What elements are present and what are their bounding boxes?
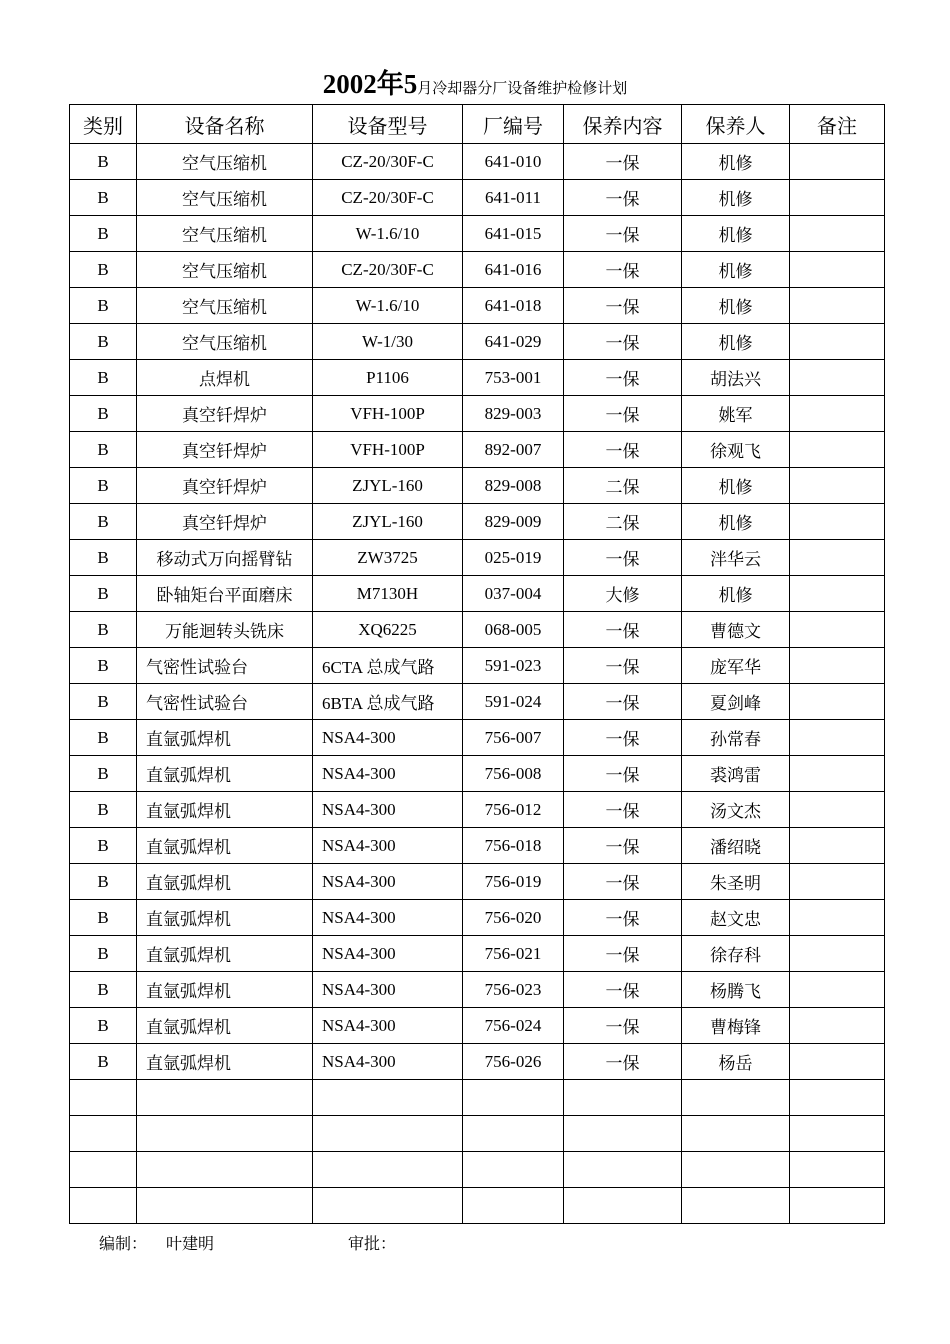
table-row [70, 900, 885, 936]
header-equipment-name: 设备名称 [137, 105, 313, 144]
header-model: 设备型号 [313, 105, 463, 144]
cell-factory-number: 756-018 [463, 828, 564, 864]
table-row [70, 540, 885, 576]
cell-remarks [790, 972, 885, 1008]
cell-category: B [70, 828, 137, 864]
cell-model: W-1.6/10 [313, 216, 463, 252]
cell-equipment-name [137, 1116, 313, 1152]
page-title [0, 62, 950, 101]
cell-model: 6CTA 总成气路 [313, 648, 463, 684]
table-row [70, 828, 885, 864]
cell-remarks [790, 612, 885, 648]
cell-remarks [790, 684, 885, 720]
cell-category: B [70, 432, 137, 468]
table-row [70, 252, 885, 288]
cell-maintainer: 庞军华 [682, 648, 790, 684]
cell-model: NSA4-300 [313, 756, 463, 792]
cell-remarks [790, 720, 885, 756]
cell-maintenance-content: 一保 [564, 792, 682, 828]
cell-maintenance-content: 一保 [564, 144, 682, 180]
cell-remarks [790, 576, 885, 612]
cell-equipment-name: 直氩弧焊机 [137, 1008, 313, 1044]
table-row [70, 144, 885, 180]
cell-equipment-name: 直氩弧焊机 [137, 972, 313, 1008]
cell-equipment-name: 真空钎焊炉 [137, 504, 313, 540]
cell-factory-number [463, 1080, 564, 1116]
footer [99, 1231, 879, 1255]
cell-equipment-name: 直氩弧焊机 [137, 936, 313, 972]
table-row [70, 576, 885, 612]
cell-equipment-name: 气密性试验台 [137, 684, 313, 720]
cell-category: B [70, 288, 137, 324]
cell-maintenance-content: 大修 [564, 576, 682, 612]
header-factory-number: 厂编号 [463, 105, 564, 144]
table-row [70, 1188, 885, 1224]
table-row [70, 864, 885, 900]
cell-model: 6BTA 总成气路 [313, 684, 463, 720]
cell-category [70, 1152, 137, 1188]
cell-model [313, 1080, 463, 1116]
cell-category: B [70, 1008, 137, 1044]
cell-remarks [790, 792, 885, 828]
cell-factory-number: 892-007 [463, 432, 564, 468]
cell-equipment-name: 空气压缩机 [137, 324, 313, 360]
cell-model: NSA4-300 [313, 900, 463, 936]
cell-equipment-name: 直氩弧焊机 [137, 720, 313, 756]
table-row [70, 1080, 885, 1116]
cell-maintenance-content: 二保 [564, 468, 682, 504]
cell-equipment-name: 直氩弧焊机 [137, 864, 313, 900]
cell-category: B [70, 576, 137, 612]
cell-category: B [70, 864, 137, 900]
cell-category: B [70, 216, 137, 252]
cell-maintainer: 徐观飞 [682, 432, 790, 468]
cell-category [70, 1116, 137, 1152]
table-row [70, 756, 885, 792]
cell-maintainer: 机修 [682, 216, 790, 252]
cell-model: VFH-100P [313, 396, 463, 432]
cell-category: B [70, 144, 137, 180]
cell-maintainer [682, 1080, 790, 1116]
cell-category: B [70, 360, 137, 396]
cell-category: B [70, 756, 137, 792]
cell-maintenance-content: 一保 [564, 216, 682, 252]
table-row [70, 1008, 885, 1044]
cell-model: NSA4-300 [313, 828, 463, 864]
cell-maintainer [682, 1188, 790, 1224]
cell-factory-number: 829-009 [463, 504, 564, 540]
cell-factory-number: 756-012 [463, 792, 564, 828]
cell-maintenance-content: 一保 [564, 828, 682, 864]
cell-category: B [70, 684, 137, 720]
cell-factory-number: 068-005 [463, 612, 564, 648]
cell-category: B [70, 396, 137, 432]
cell-maintainer [682, 1116, 790, 1152]
cell-equipment-name: 真空钎焊炉 [137, 396, 313, 432]
cell-equipment-name: 空气压缩机 [137, 180, 313, 216]
cell-factory-number: 756-021 [463, 936, 564, 972]
cell-model: W-1.6/10 [313, 288, 463, 324]
cell-equipment-name [137, 1152, 313, 1188]
cell-model: CZ-20/30F-C [313, 252, 463, 288]
table-row [70, 432, 885, 468]
cell-maintainer: 机修 [682, 576, 790, 612]
cell-factory-number [463, 1152, 564, 1188]
cell-remarks [790, 828, 885, 864]
cell-maintenance-content: 一保 [564, 864, 682, 900]
cell-category: B [70, 648, 137, 684]
cell-model: NSA4-300 [313, 792, 463, 828]
cell-maintenance-content: 一保 [564, 1044, 682, 1080]
editor-label: 编制： [99, 1234, 148, 1253]
cell-remarks [790, 288, 885, 324]
table-row [70, 792, 885, 828]
cell-remarks [790, 360, 885, 396]
cell-equipment-name: 点焊机 [137, 360, 313, 396]
maintenance-plan-table [69, 104, 885, 1224]
table-row [70, 684, 885, 720]
cell-model: P1106 [313, 360, 463, 396]
cell-factory-number: 756-007 [463, 720, 564, 756]
cell-factory-number: 591-024 [463, 684, 564, 720]
cell-model: NSA4-300 [313, 864, 463, 900]
cell-remarks [790, 396, 885, 432]
cell-equipment-name: 直氩弧焊机 [137, 828, 313, 864]
cell-maintainer: 徐存科 [682, 936, 790, 972]
cell-maintainer: 潘绍晓 [682, 828, 790, 864]
cell-category: B [70, 324, 137, 360]
table-row [70, 468, 885, 504]
cell-maintainer: 汤文杰 [682, 792, 790, 828]
cell-maintenance-content: 一保 [564, 900, 682, 936]
table-row [70, 216, 885, 252]
cell-remarks [790, 936, 885, 972]
cell-model [313, 1152, 463, 1188]
cell-equipment-name: 直氩弧焊机 [137, 1044, 313, 1080]
cell-category: B [70, 1044, 137, 1080]
cell-category [70, 1080, 137, 1116]
table-row [70, 324, 885, 360]
cell-factory-number: 641-029 [463, 324, 564, 360]
cell-maintainer: 机修 [682, 468, 790, 504]
table-row [70, 1152, 885, 1188]
cell-maintenance-content: 一保 [564, 972, 682, 1008]
cell-equipment-name: 气密性试验台 [137, 648, 313, 684]
cell-remarks [790, 468, 885, 504]
cell-remarks [790, 1008, 885, 1044]
table-row [70, 504, 885, 540]
table-row [70, 288, 885, 324]
cell-maintenance-content: 一保 [564, 684, 682, 720]
cell-model: XQ6225 [313, 612, 463, 648]
cell-maintainer: 夏剑峰 [682, 684, 790, 720]
cell-factory-number: 829-003 [463, 396, 564, 432]
cell-model [313, 1116, 463, 1152]
title-year: 2002 [322, 69, 377, 99]
cell-factory-number: 829-008 [463, 468, 564, 504]
cell-category: B [70, 540, 137, 576]
cell-factory-number [463, 1188, 564, 1224]
cell-maintainer: 机修 [682, 252, 790, 288]
table-header-row [70, 105, 885, 144]
header-category: 类别 [70, 105, 137, 144]
cell-equipment-name: 直氩弧焊机 [137, 900, 313, 936]
title-year-unit: 年 [376, 69, 404, 99]
cell-model: NSA4-300 [313, 1008, 463, 1044]
table-row [70, 180, 885, 216]
cell-remarks [790, 864, 885, 900]
cell-category: B [70, 936, 137, 972]
table-row [70, 936, 885, 972]
cell-model: ZJYL-160 [313, 468, 463, 504]
cell-remarks [790, 1080, 885, 1116]
cell-model: VFH-100P [313, 432, 463, 468]
cell-factory-number: 756-023 [463, 972, 564, 1008]
cell-maintainer: 孙常春 [682, 720, 790, 756]
cell-maintenance-content: 二保 [564, 504, 682, 540]
cell-remarks [790, 1044, 885, 1080]
cell-maintainer: 机修 [682, 288, 790, 324]
cell-remarks [790, 180, 885, 216]
cell-model: M7130H [313, 576, 463, 612]
cell-factory-number: 756-020 [463, 900, 564, 936]
cell-maintenance-content [564, 1152, 682, 1188]
cell-maintenance-content: 一保 [564, 360, 682, 396]
cell-maintainer: 机修 [682, 180, 790, 216]
cell-maintainer: 姚军 [682, 396, 790, 432]
cell-factory-number: 037-004 [463, 576, 564, 612]
approver-label: 审批： [348, 1234, 397, 1253]
header-maintainer: 保养人 [682, 105, 790, 144]
cell-category: B [70, 612, 137, 648]
editor-name: 叶建明 [166, 1234, 215, 1253]
table-row [70, 1044, 885, 1080]
cell-remarks [790, 144, 885, 180]
cell-maintainer: 泮华云 [682, 540, 790, 576]
cell-equipment-name: 空气压缩机 [137, 216, 313, 252]
table-row [70, 396, 885, 432]
cell-model: NSA4-300 [313, 1044, 463, 1080]
cell-maintenance-content [564, 1188, 682, 1224]
cell-remarks [790, 324, 885, 360]
cell-model: CZ-20/30F-C [313, 144, 463, 180]
cell-category: B [70, 792, 137, 828]
cell-category: B [70, 468, 137, 504]
cell-remarks [790, 756, 885, 792]
cell-factory-number: 756-019 [463, 864, 564, 900]
header-remarks: 备注 [790, 105, 885, 144]
cell-model: NSA4-300 [313, 720, 463, 756]
cell-factory-number: 753-001 [463, 360, 564, 396]
cell-remarks [790, 432, 885, 468]
cell-factory-number: 756-008 [463, 756, 564, 792]
cell-maintainer: 机修 [682, 504, 790, 540]
cell-maintainer: 杨腾飞 [682, 972, 790, 1008]
cell-factory-number: 641-016 [463, 252, 564, 288]
cell-maintainer: 机修 [682, 324, 790, 360]
cell-factory-number: 756-026 [463, 1044, 564, 1080]
cell-equipment-name: 直氩弧焊机 [137, 756, 313, 792]
cell-maintenance-content: 一保 [564, 936, 682, 972]
cell-remarks [790, 540, 885, 576]
cell-remarks [790, 648, 885, 684]
cell-maintenance-content: 一保 [564, 252, 682, 288]
cell-model: ZW3725 [313, 540, 463, 576]
cell-maintenance-content: 一保 [564, 1008, 682, 1044]
cell-factory-number: 641-015 [463, 216, 564, 252]
cell-maintenance-content: 一保 [564, 288, 682, 324]
table-body [70, 144, 885, 1224]
cell-remarks [790, 252, 885, 288]
cell-factory-number: 641-011 [463, 180, 564, 216]
cell-equipment-name: 直氩弧焊机 [137, 792, 313, 828]
cell-category [70, 1188, 137, 1224]
cell-category: B [70, 252, 137, 288]
cell-equipment-name: 空气压缩机 [137, 252, 313, 288]
cell-category: B [70, 180, 137, 216]
cell-maintainer: 杨岳 [682, 1044, 790, 1080]
cell-remarks [790, 1116, 885, 1152]
cell-model [313, 1188, 463, 1224]
cell-maintenance-content [564, 1116, 682, 1152]
cell-maintenance-content: 一保 [564, 324, 682, 360]
cell-maintenance-content: 一保 [564, 648, 682, 684]
cell-model: CZ-20/30F-C [313, 180, 463, 216]
table-row [70, 360, 885, 396]
cell-maintainer: 机修 [682, 144, 790, 180]
cell-remarks [790, 1188, 885, 1224]
cell-model: NSA4-300 [313, 936, 463, 972]
cell-category: B [70, 504, 137, 540]
cell-model: W-1/30 [313, 324, 463, 360]
cell-equipment-name [137, 1188, 313, 1224]
cell-maintenance-content: 一保 [564, 612, 682, 648]
cell-maintainer: 胡法兴 [682, 360, 790, 396]
cell-equipment-name: 空气压缩机 [137, 288, 313, 324]
header-maintenance-content: 保养内容 [564, 105, 682, 144]
table-row [70, 972, 885, 1008]
table-row [70, 720, 885, 756]
cell-maintenance-content: 一保 [564, 720, 682, 756]
cell-maintenance-content: 一保 [564, 540, 682, 576]
cell-maintainer: 朱圣明 [682, 864, 790, 900]
cell-model: NSA4-300 [313, 972, 463, 1008]
table-row [70, 1116, 885, 1152]
title-rest: 月冷却器分厂设备维护检修计划 [417, 79, 628, 97]
cell-maintainer: 曹梅锋 [682, 1008, 790, 1044]
cell-maintainer: 曹德文 [682, 612, 790, 648]
table-row [70, 612, 885, 648]
cell-category: B [70, 720, 137, 756]
cell-remarks [790, 900, 885, 936]
cell-equipment-name: 真空钎焊炉 [137, 468, 313, 504]
cell-factory-number: 025-019 [463, 540, 564, 576]
cell-remarks [790, 504, 885, 540]
table-row [70, 648, 885, 684]
cell-maintainer: 裘鸿雷 [682, 756, 790, 792]
cell-maintenance-content: 一保 [564, 180, 682, 216]
cell-maintainer: 赵文忠 [682, 900, 790, 936]
cell-maintenance-content: 一保 [564, 756, 682, 792]
cell-maintainer [682, 1152, 790, 1188]
cell-model: ZJYL-160 [313, 504, 463, 540]
cell-equipment-name: 卧轴矩台平面磨床 [137, 576, 313, 612]
cell-equipment-name: 移动式万向摇臂钻 [137, 540, 313, 576]
cell-factory-number: 641-010 [463, 144, 564, 180]
cell-maintenance-content: 一保 [564, 432, 682, 468]
cell-remarks [790, 1152, 885, 1188]
cell-factory-number: 591-023 [463, 648, 564, 684]
cell-equipment-name [137, 1080, 313, 1116]
cell-factory-number: 641-018 [463, 288, 564, 324]
cell-equipment-name: 万能迴转头铣床 [137, 612, 313, 648]
cell-equipment-name: 真空钎焊炉 [137, 432, 313, 468]
title-month: 5 [403, 69, 418, 99]
cell-category: B [70, 900, 137, 936]
cell-factory-number [463, 1116, 564, 1152]
cell-remarks [790, 216, 885, 252]
cell-factory-number: 756-024 [463, 1008, 564, 1044]
cell-maintenance-content [564, 1080, 682, 1116]
cell-maintenance-content: 一保 [564, 396, 682, 432]
cell-equipment-name: 空气压缩机 [137, 144, 313, 180]
cell-category: B [70, 972, 137, 1008]
